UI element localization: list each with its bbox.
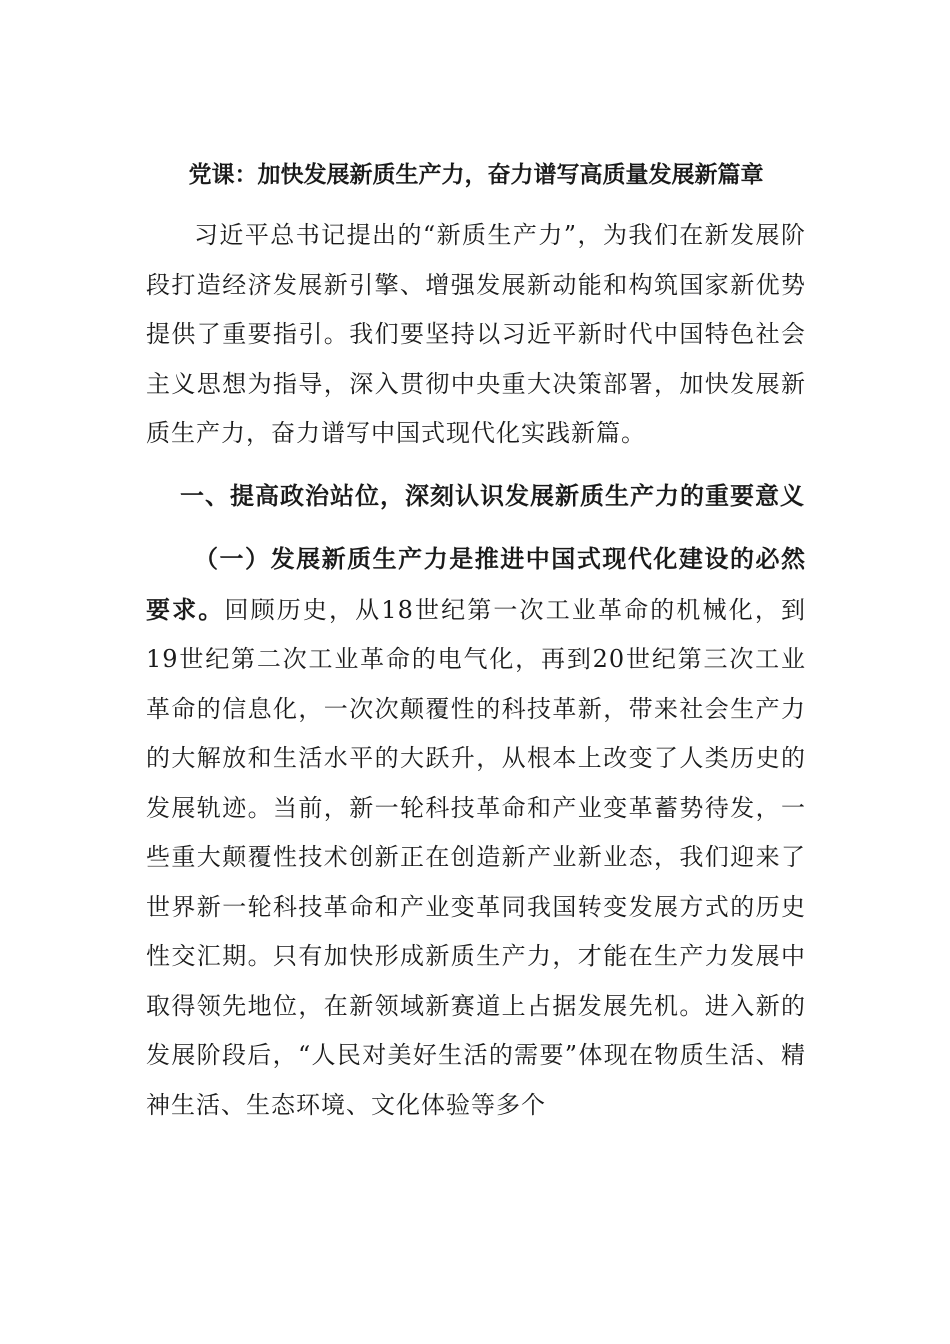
subsection-1-heading: （一）发展新质生产力是推进中国式现代化建设的必然要求。 [146,544,806,624]
document-title: 党课：加快发展新质生产力，奋力谱写高质量发展新篇章 [188,161,764,188]
subsection-1-body: 回顾历史，从18世纪第一次工业革命的机械化，到19世纪第二次工业革命的电气化，再到20世纪第三次工业革命的信息化，一次次颠覆性的科技革新，带来社会生产力的大解放和生活水平的大跃升，从根本上改变了人类历史的发展轨迹。当前，新一轮科技革命和产业变革蓄势待发，一些重大颠覆性技术创新正在创造新产业新业态，我们迎来了世界新一轮科技革命和产业变革同我国转变发展方式的历史性交汇期。只有加快形成新质生产力，才能在生产力发展中取得领先地位，在新领域新赛道上占据发展先机。进入新的发展阶段后，“人民对美好生活的需要”体现在物质生活、精神生活、生态环境、文化体验等多个 [146,595,806,1119]
intro-paragraph: 习近平总书记提出的“新质生产力”，为我们在新发展阶段打造经济发展新引擎、增强发展新动能和构筑国家新优势提供了重要指引。我们要坚持以习近平新时代中国特色社会主义思想为指导，深入贯彻中央重大决策部署，加快发展新质生产力，奋力谱写中国式现代化实践新篇。 [146,221,806,447]
document-content [146,150,806,1130]
section-1-heading: 一、提高政治站位，深刻认识发展新质生产力的重要意义 [180,480,805,510]
subsection-1-paragraph [146,534,806,1130]
